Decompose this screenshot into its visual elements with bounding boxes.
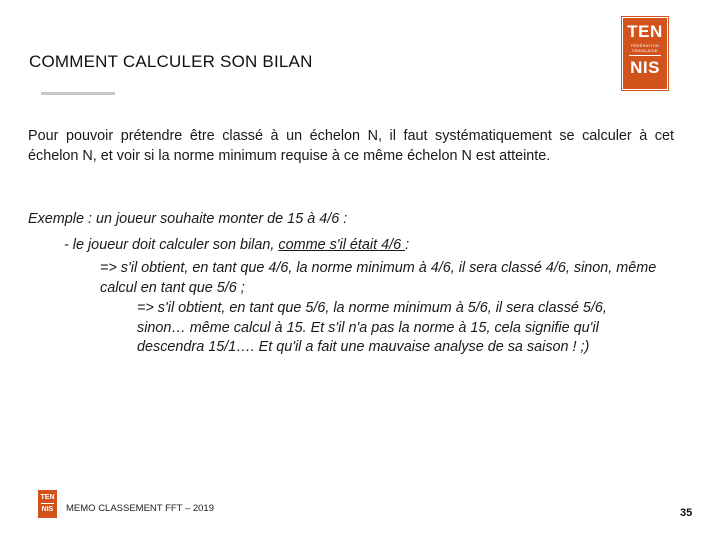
footer-text: MEMO CLASSEMENT FFT – 2019 <box>66 503 214 514</box>
title-underline <box>41 92 115 95</box>
example-step-1-text: - le joueur doit calculer son bilan, <box>64 237 279 253</box>
logo-divider <box>629 55 661 56</box>
footer-logo-bottom: NIS <box>41 506 54 513</box>
example-step-1 <box>64 236 409 256</box>
footer-logo-divider <box>41 503 54 504</box>
example-step-3: => s'il obtient, en tant que 5/6, la norme minimum à 5/6, il sera classé 5/6, sinon… même calcul à 15. Et s'il n'a pas la norme à 15, cela signifie qu'il descendra 15/1…. Et qu'il a fait une mauvaise analyse de sa saison ! ;) <box>137 300 607 355</box>
example-step-1-underlined: comme s'il était 4/6 <box>278 237 406 253</box>
example-step-2: => s'il obtient, en tant que 4/6, la norme minimum à 4/6, il sera classé 4/6, sinon, même calcul en tant que 5/6 ; <box>100 260 657 296</box>
example-step-1-colon: : <box>405 237 410 253</box>
logo-text-top: TEN <box>627 22 663 41</box>
logo-text-bottom: NIS <box>630 58 660 77</box>
page-title: COMMENT CALCULER SON BILAN <box>29 52 313 71</box>
logo-text-federation: FÉDÉRATION FRANÇAISE <box>630 43 660 53</box>
footer-logo <box>38 490 57 518</box>
page-number: 35 <box>680 507 693 519</box>
footer-logo-top: TEN <box>40 494 55 501</box>
example-heading: Exemple : un joueur souhaite monter de 15 à 4/6 : <box>28 211 348 227</box>
tennis-federation-logo <box>622 17 668 90</box>
intro-paragraph: Pour pouvoir prétendre être classé à un échelon N, il faut systématiquement se calculer à cet échelon N, et voir si la norme minimum requise à ce même échelon N est atteinte. <box>28 128 674 164</box>
